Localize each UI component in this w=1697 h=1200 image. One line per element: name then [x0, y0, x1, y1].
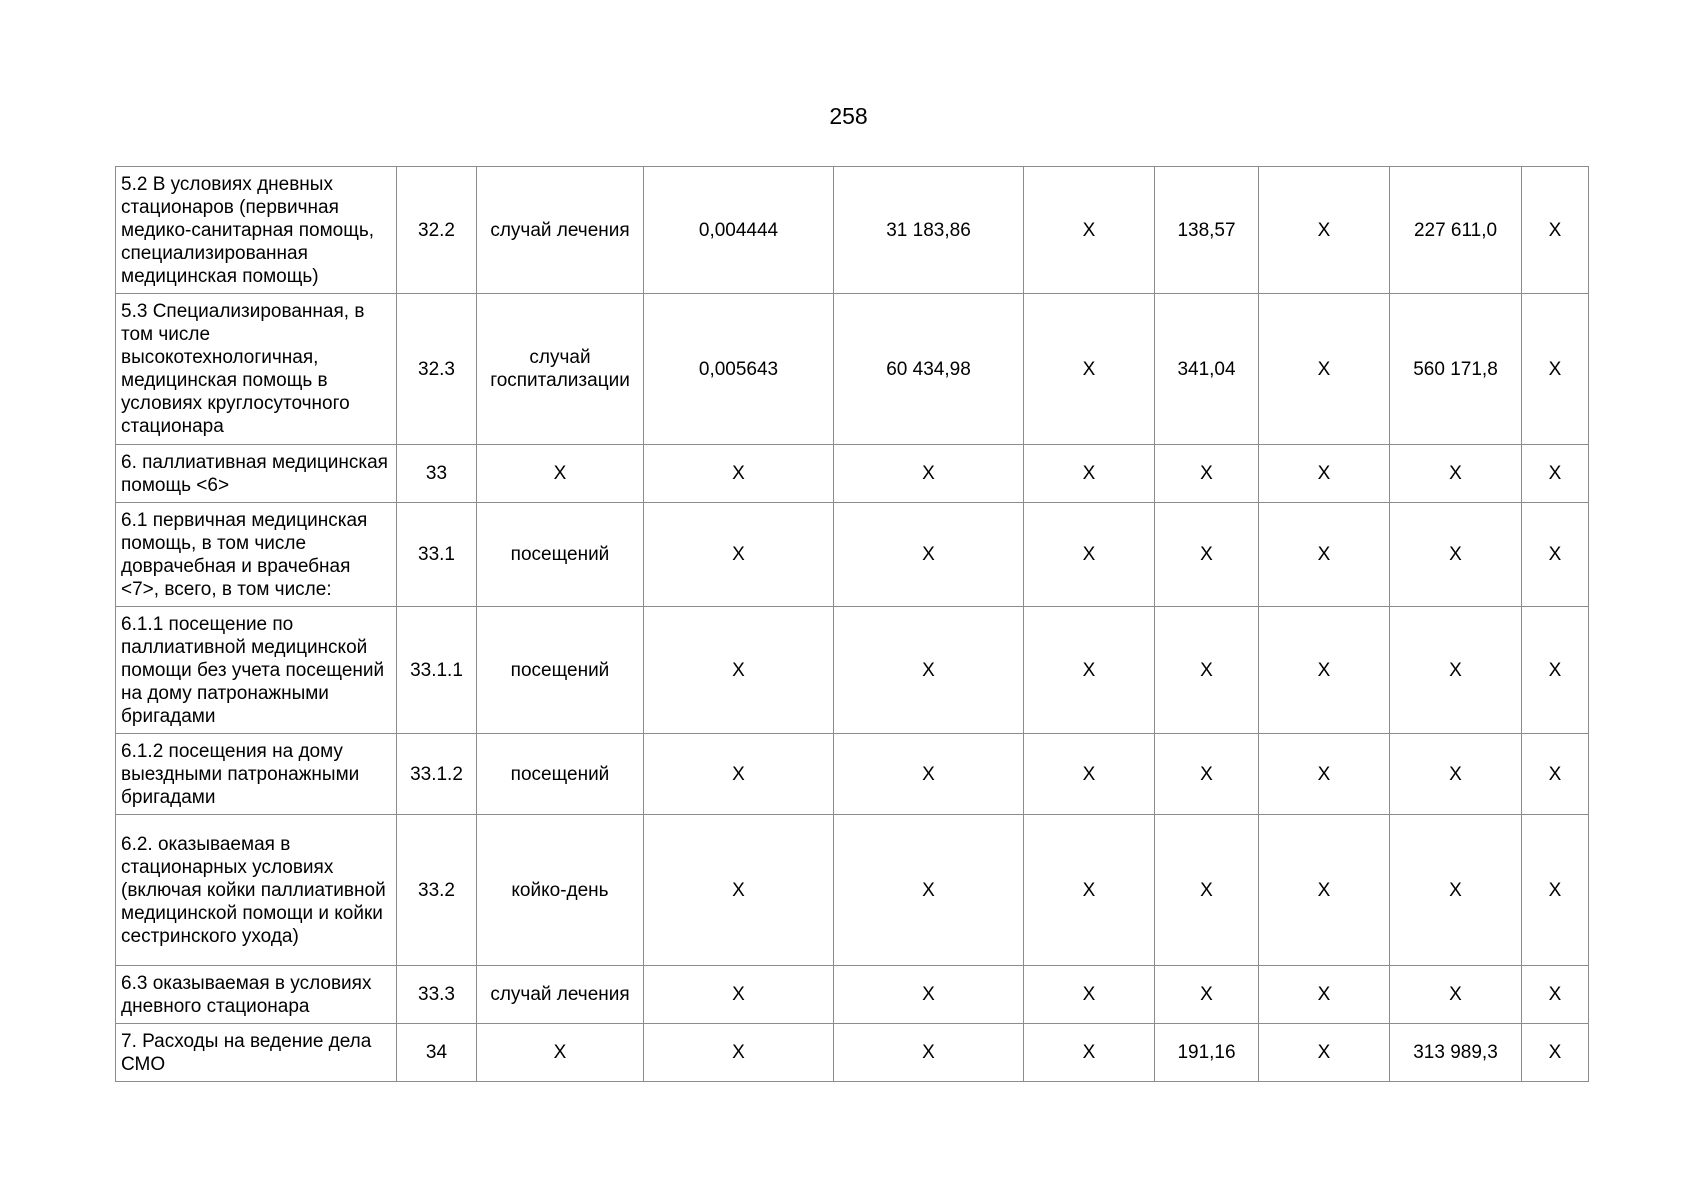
row-name: 5.3 Специализированная, в том числе высокотехнологичная, медицинская помощь в условиях круглосуточного стационара	[116, 294, 397, 445]
row-cell-4: X	[644, 815, 834, 966]
row-unit: койко-день	[477, 815, 644, 966]
row-cell-7: X	[1155, 734, 1259, 815]
row-cell-6: X	[1024, 503, 1155, 607]
row-code: 33	[397, 445, 477, 503]
row-cell-8: X	[1259, 445, 1390, 503]
row-cell-8: X	[1259, 167, 1390, 294]
row-name: 7. Расходы на ведение дела СМО	[116, 1024, 397, 1082]
row-cell-9: 227 611,0	[1390, 167, 1522, 294]
row-cell-4: X	[644, 503, 834, 607]
table-row	[116, 815, 1589, 966]
row-cell-10: X	[1522, 966, 1589, 1024]
table-row	[116, 607, 1589, 734]
row-cell-5: 31 183,86	[834, 167, 1024, 294]
row-cell-9: X	[1390, 607, 1522, 734]
table-row	[116, 1024, 1589, 1082]
row-code: 33.3	[397, 966, 477, 1024]
row-name: 6.2. оказываемая в стационарных условиях (включая койки паллиативной медицинской помощи и койки сестринского ухода)	[116, 815, 397, 966]
row-cell-8: X	[1259, 734, 1390, 815]
row-unit: посещений	[477, 607, 644, 734]
row-code: 33.1.2	[397, 734, 477, 815]
row-cell-6: X	[1024, 294, 1155, 445]
row-name: 6.1.1 посещение по паллиативной медицинской помощи без учета посещений на дому патронажными бригадами	[116, 607, 397, 734]
row-code: 32.3	[397, 294, 477, 445]
row-cell-4: 0,005643	[644, 294, 834, 445]
row-cell-5: X	[834, 815, 1024, 966]
row-cell-9: X	[1390, 734, 1522, 815]
table-row	[116, 445, 1589, 503]
row-cell-4: X	[644, 966, 834, 1024]
table-row	[116, 966, 1589, 1024]
table-row	[116, 294, 1589, 445]
row-cell-10: X	[1522, 167, 1589, 294]
row-unit: случай госпитализации	[477, 294, 644, 445]
row-unit: случай лечения	[477, 966, 644, 1024]
row-code: 34	[397, 1024, 477, 1082]
row-cell-6: X	[1024, 607, 1155, 734]
row-unit: случай лечения	[477, 167, 644, 294]
row-cell-5: 60 434,98	[834, 294, 1024, 445]
row-cell-6: X	[1024, 167, 1155, 294]
row-cell-8: X	[1259, 966, 1390, 1024]
row-name: 6.1 первичная медицинская помощь, в том числе доврачебная и врачебная <7>, всего, в том числе:	[116, 503, 397, 607]
row-cell-7: 191,16	[1155, 1024, 1259, 1082]
row-cell-10: X	[1522, 734, 1589, 815]
row-cell-10: X	[1522, 607, 1589, 734]
row-cell-9: X	[1390, 815, 1522, 966]
row-cell-7: X	[1155, 445, 1259, 503]
row-cell-8: X	[1259, 294, 1390, 445]
row-code: 33.2	[397, 815, 477, 966]
row-cell-4: X	[644, 445, 834, 503]
row-cell-4: 0,004444	[644, 167, 834, 294]
row-cell-8: X	[1259, 1024, 1390, 1082]
row-cell-7: 138,57	[1155, 167, 1259, 294]
row-code: 33.1	[397, 503, 477, 607]
row-cell-10: X	[1522, 445, 1589, 503]
row-cell-7: X	[1155, 815, 1259, 966]
data-table	[115, 166, 1589, 1082]
row-code: 32.2	[397, 167, 477, 294]
row-cell-9: X	[1390, 503, 1522, 607]
row-unit: X	[477, 1024, 644, 1082]
table-row	[116, 734, 1589, 815]
table-row	[116, 503, 1589, 607]
row-unit: посещений	[477, 734, 644, 815]
row-cell-6: X	[1024, 1024, 1155, 1082]
row-cell-5: X	[834, 734, 1024, 815]
row-cell-4: X	[644, 1024, 834, 1082]
row-cell-6: X	[1024, 815, 1155, 966]
row-cell-9: X	[1390, 445, 1522, 503]
row-cell-7: X	[1155, 966, 1259, 1024]
page-number: 258	[829, 103, 868, 129]
row-unit: посещений	[477, 503, 644, 607]
row-cell-10: X	[1522, 503, 1589, 607]
row-cell-9: 313 989,3	[1390, 1024, 1522, 1082]
row-cell-9: X	[1390, 966, 1522, 1024]
row-cell-5: X	[834, 1024, 1024, 1082]
row-cell-8: X	[1259, 503, 1390, 607]
row-cell-4: X	[644, 734, 834, 815]
row-name: 6.3 оказываемая в условиях дневного стационара	[116, 966, 397, 1024]
row-cell-9: 560 171,8	[1390, 294, 1522, 445]
row-cell-5: X	[834, 445, 1024, 503]
row-name: 6. паллиативная медицинская помощь <6>	[116, 445, 397, 503]
row-name: 6.1.2 посещения на дому выездными патронажными бригадами	[116, 734, 397, 815]
row-cell-6: X	[1024, 966, 1155, 1024]
row-cell-5: X	[834, 966, 1024, 1024]
row-cell-7: X	[1155, 607, 1259, 734]
row-cell-6: X	[1024, 734, 1155, 815]
row-unit: X	[477, 445, 644, 503]
row-cell-7: 341,04	[1155, 294, 1259, 445]
row-cell-10: X	[1522, 815, 1589, 966]
row-cell-5: X	[834, 503, 1024, 607]
row-cell-10: X	[1522, 1024, 1589, 1082]
row-cell-6: X	[1024, 445, 1155, 503]
row-name: 5.2 В условиях дневных стационаров (первичная медико-санитарная помощь, специализированная медицинская помощь)	[116, 167, 397, 294]
row-cell-4: X	[644, 607, 834, 734]
row-cell-5: X	[834, 607, 1024, 734]
row-cell-7: X	[1155, 503, 1259, 607]
row-code: 33.1.1	[397, 607, 477, 734]
table-row	[116, 167, 1589, 294]
row-cell-10: X	[1522, 294, 1589, 445]
row-cell-8: X	[1259, 815, 1390, 966]
row-cell-8: X	[1259, 607, 1390, 734]
